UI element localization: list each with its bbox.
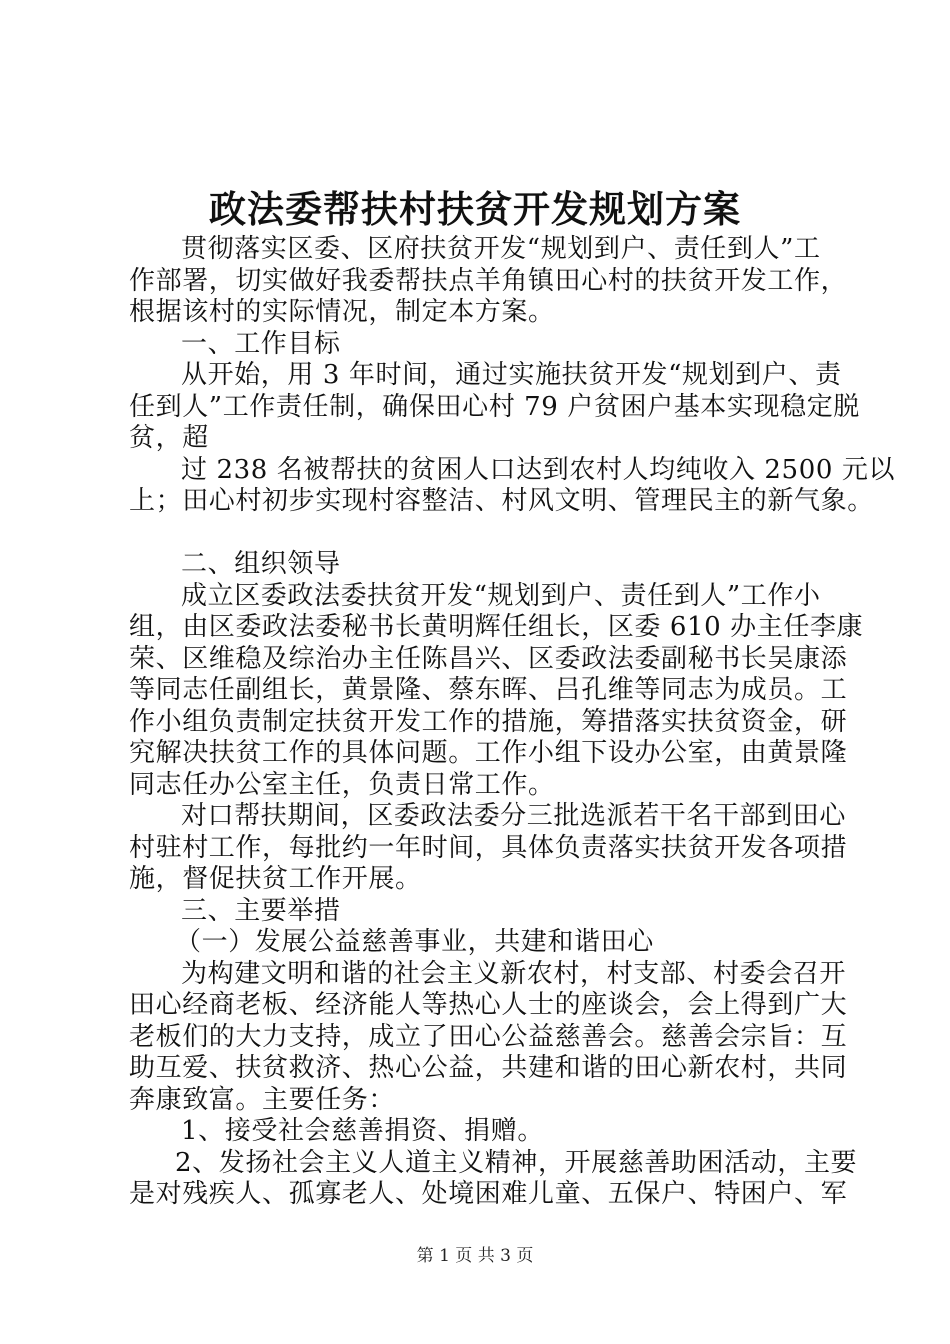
paragraph-line: 老板们的大力支持，成立了田心公益慈善会。慈善会宗旨：互 xyxy=(129,1021,848,1052)
paragraph-line: 上；田心村初步实现村容整洁、村风文明、管理民主的新气象。 xyxy=(129,486,874,516)
paragraph-line: 村驻村工作，每批约一年时间，具体负责落实扶贫开发各项措 xyxy=(129,832,848,863)
list-item: 2、发扬社会主义人道主义精神，开展慈善助困活动，主要 xyxy=(175,1147,858,1178)
paragraph-line: 是对残疾人、孤寡老人、处境困难儿童、五保户、特困户、军 xyxy=(129,1179,848,1209)
paragraph-line: 成立区委政法委扶贫开发“规划到户、责任到人”工作小 xyxy=(181,580,821,611)
paragraph-line: 同志任办公室主任，负责日常工作。 xyxy=(129,769,555,800)
paragraph-line: 助互爱、扶贫救济、热心公益，共建和谐的田心新农村，共同 xyxy=(129,1053,848,1083)
document-title: 政法委帮扶村扶贫开发规划方案 xyxy=(209,187,741,231)
paragraph-line: 过 238 名被帮扶的贫困人口达到农村人均纯收入 2500 元以 xyxy=(181,454,896,485)
blank-line xyxy=(129,518,835,550)
paragraph-line: 作小组负责制定扶贫开发工作的措施，筹措落实扶贫资金，研 xyxy=(129,706,848,737)
section-heading: 一、工作目标 xyxy=(181,328,341,359)
paragraph-line: 为构建文明和谐的社会主义新农村，村支部、村委会召开 xyxy=(181,958,847,989)
paragraph-line: 施，督促扶贫工作开展。 xyxy=(129,864,422,894)
subsection-heading: （一）发展公益慈善事业，共建和谐田心 xyxy=(175,927,654,957)
paragraph-line: 作部署，切实做好我委帮扶点羊角镇田心村的扶贫开发工作， xyxy=(129,265,848,296)
paragraph-line: 等同志任副组长，黄景隆、蔡东晖、吕孔维等同志为成员。工 xyxy=(129,675,848,705)
paragraph-line: 究解决扶贫工作的具体问题。工作小组下设办公室，由黄景隆 xyxy=(129,738,848,768)
paragraph-line: 荣、区维稳及综治办主任陈昌兴、区委政法委副秘书长吴康添 xyxy=(129,643,848,674)
paragraph-line: 奔康致富。主要任务： xyxy=(129,1084,396,1115)
paragraph-line: 对口帮扶期间，区委政法委分三批选派若干名干部到田心 xyxy=(181,801,847,831)
paragraph-line: 任到人”工作责任制，确保田心村 79 户贫困户基本实现稳定脱 xyxy=(129,391,860,422)
paragraph-line: 贯彻落实区委、区府扶贫开发“规划到户、责任到人”工 xyxy=(181,234,821,264)
section-heading: 三、主要举措 xyxy=(181,895,341,926)
list-item: 1、接受社会慈善捐资、捐赠。 xyxy=(181,1116,544,1146)
paragraph-line: 贫，超 xyxy=(129,423,209,453)
section-heading: 二、组织领导 xyxy=(181,549,341,579)
page-footer: 第 1 页 共 3 页 xyxy=(416,1246,534,1266)
document-body xyxy=(129,234,896,1211)
paragraph-line: 从开始，用 3 年时间，通过实施扶贫开发“规划到户、责 xyxy=(181,360,842,390)
paragraph-line: 根据该村的实际情况，制定本方案。 xyxy=(129,297,555,327)
paragraph-line: 组，由区委政法委秘书长黄明辉任组长，区委 610 办主任李康 xyxy=(129,612,864,642)
paragraph-line: 田心经商老板、经济能人等热心人士的座谈会，会上得到广大 xyxy=(129,990,848,1020)
